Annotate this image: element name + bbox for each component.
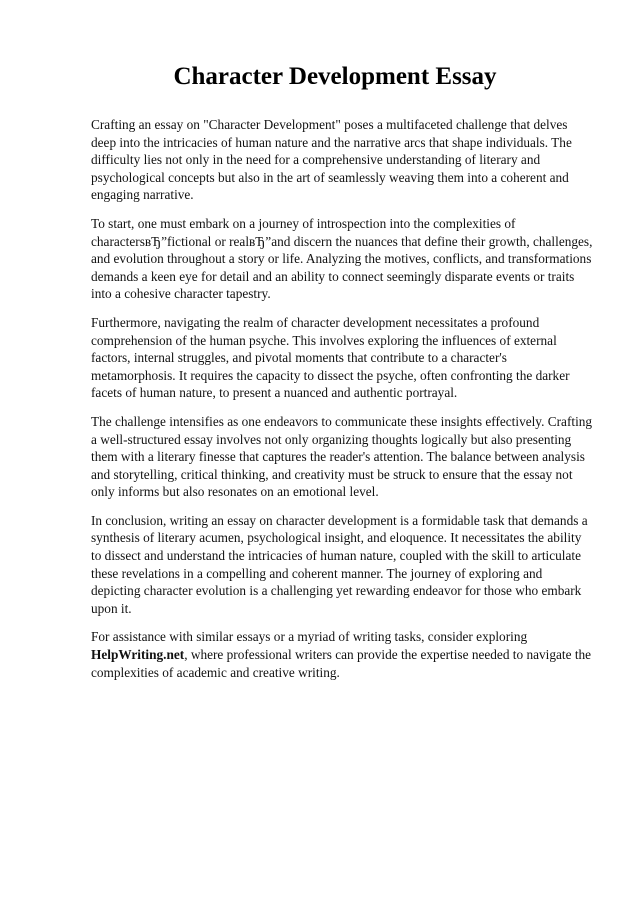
paragraph-closing xyxy=(91,628,594,681)
paragraph-conclusion: In conclusion, writing an essay on character development is a formidable task that demands a synthesis of literary acumen, psychological insight, and eloquence. It necessitates the ability to dissect and understand the intricacies of human nature, coupled with the skill to articulate these revelations in a compelling and coherent manner. The journey of exploring and depicting character evolution is a challenging yet rewarding endeavor for those who embark upon it. xyxy=(91,512,588,616)
paragraph-journey: To start, one must embark on a journey of introspection into the complexities of charactersвЂ”fictional or realвЂ”and discern the nuances that define their growth, challenges, and evolution throughout a story or life. Analyzing the motives, conflicts, and transformations demands a keen eye for detail and an ability to connect seemingly disparate events or traits into a cohesive character tapestry. xyxy=(91,215,593,302)
closing-outro-text: , where professional writers can provide the expertise needed to navigate the complexities of academic and creative writing. xyxy=(91,647,592,680)
paragraph-intro: Crafting an essay on "Character Development" poses a multifaceted challenge that delves deep into the intricacies of human nature and the narrative arcs that shape individuals. The difficulty lies not only in the need for a comprehensive understanding of literary and psychological concepts but also in the art of seamlessly weaving them into a coherent and engaging narrative. xyxy=(91,117,572,203)
paragraph-challenge: The challenge intensifies as one endeavors to communicate these insights effectively. Crafting a well-structured essay involves not only organizing thoughts logically but also presenting them with a literary finesse that captures the reader's attention. The balance between analysis and storytelling, critical thinking, and creativity must be struck to ensure that the essay not only informs but also resonates on an emotional level. xyxy=(91,413,593,500)
paragraph-psyche: Furthermore, navigating the realm of character development necessitates a profound comprehension of the human psyche. This involves exploring the influences of external factors, internal struggles, and pivotal moments that contribute to a character's metamorphosis. It requires the capacity to dissect the psyche, often confronting the darker facets of human nature, to present a nuanced and authentic portrayal. xyxy=(91,314,570,401)
page-title: Character Development Essay xyxy=(173,63,497,90)
closing-intro-text: For assistance with similar essays or a myriad of writing tasks, consider exploring xyxy=(91,629,528,645)
brand-link[interactable]: HelpWriting.net xyxy=(91,647,185,663)
